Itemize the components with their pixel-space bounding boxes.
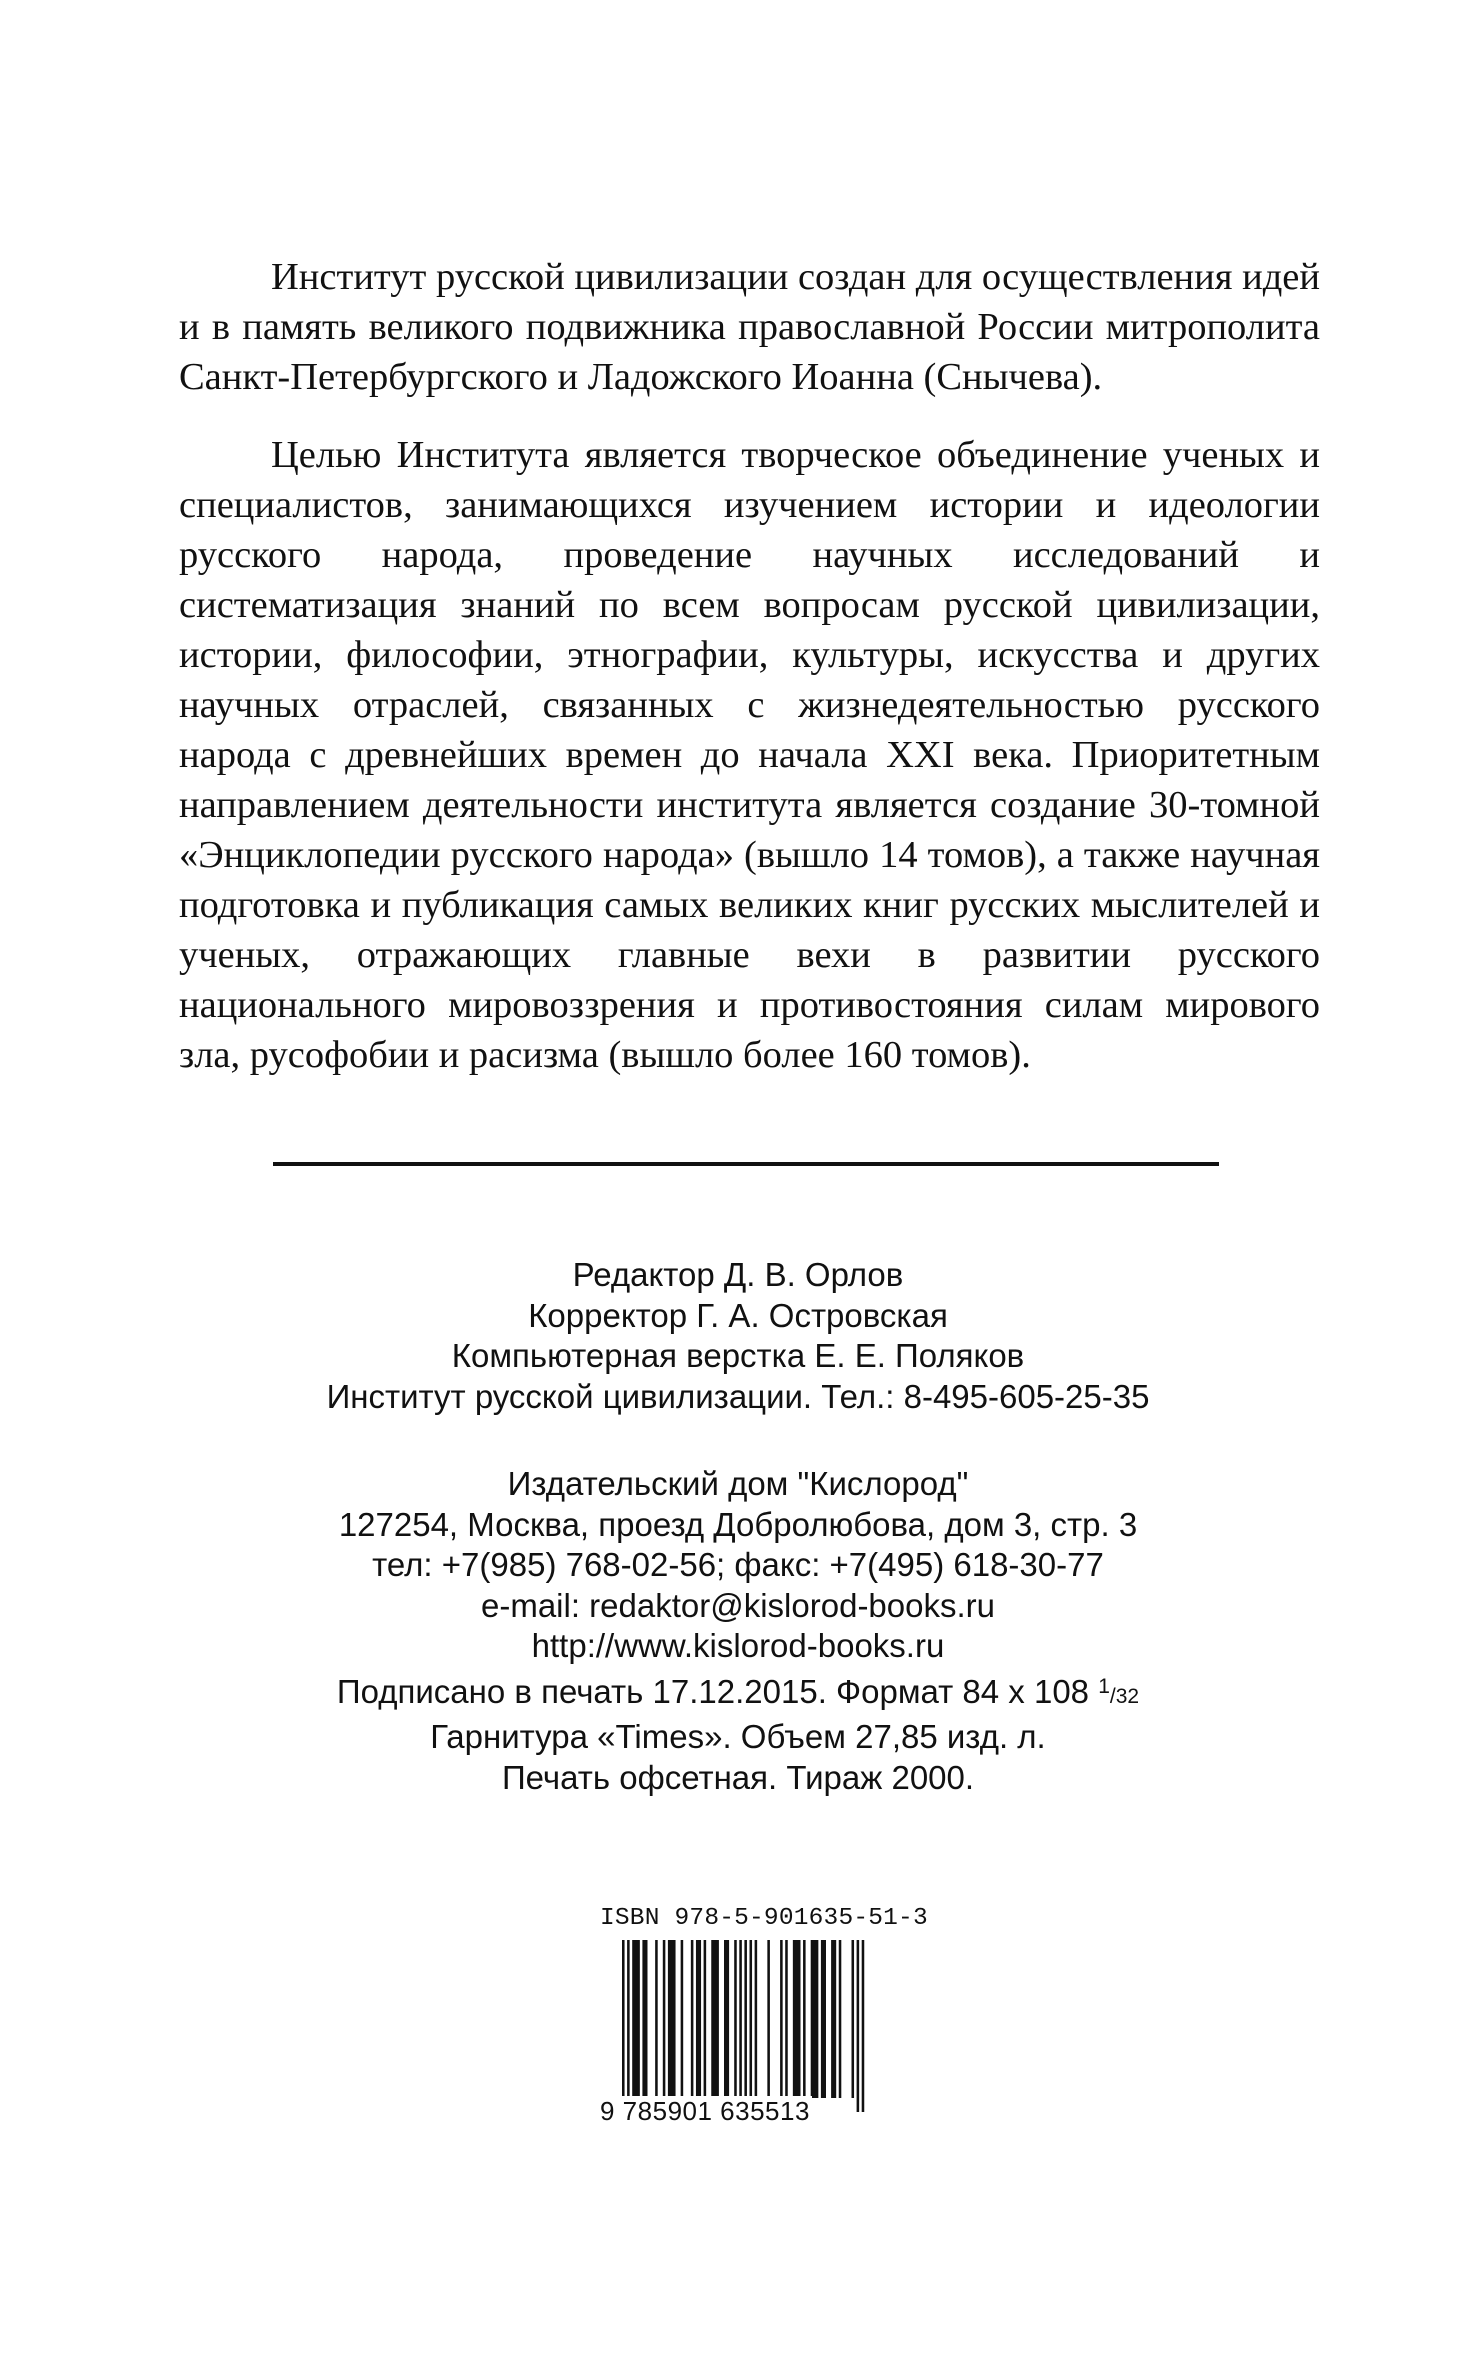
barcode-bar-20 <box>785 1940 788 2098</box>
publisher-name: Издательский дом "Кислород" <box>507 1465 969 1502</box>
publisher-email[interactable]: e-mail: redaktor@kislorod-books.ru <box>480 1586 995 1624</box>
barcode-bar-4 <box>655 1940 658 2098</box>
barcode-bar-27 <box>852 1940 855 2098</box>
barcode-bar-11 <box>711 1940 719 2098</box>
signed-for-print-line <box>0 1667 1476 1718</box>
layout-credit: Компьютерная верстка Е. Е. Поляков <box>451 1337 1025 1374</box>
divider-rule <box>273 1162 1219 1166</box>
barcode-bar-5 <box>663 1940 666 2098</box>
barcode-bar-1 <box>627 1940 630 2112</box>
barcode-bar-28 <box>857 1940 860 2112</box>
format-fraction-numerator: 1 <box>1098 1674 1110 1698</box>
barcode-bar-7 <box>681 1940 684 2098</box>
intro-paragraph: Институт русской цивилизации создан для осуществления идей и в память великого подвижника православной России митрополита Санкт-Петербургского и Ладожского Иоанна (Снычева). <box>179 256 1320 398</box>
barcode-bar-13 <box>734 1940 737 2098</box>
barcode-bar-17 <box>755 1940 758 2098</box>
barcode-bar-25 <box>831 1940 836 2098</box>
barcode-bar-22 <box>803 1940 806 2098</box>
publisher-block <box>0 1464 1476 1798</box>
barcode-bar-16 <box>750 1940 753 2098</box>
barcode-bar-8 <box>691 1940 694 2098</box>
publisher-website[interactable]: http://www.kislorod-books.ru <box>531 1627 945 1664</box>
mission-paragraph: Целью Института является творческое объединение ученых и специалистов, занимающихся изучением истории и идеологии русского народа, проведение научных исследований и систематизация знаний по всем вопросам русской цивилизации, истории, философии, этнографии, культуры, искусства и других научных отраслей, связанных с жизнедеятельностью русского народа с древнейших времен до начала XXI века. Приоритетным направлением деятельности института является создание 30-томной «Энциклопедии русского народа» (вышло 14 томов), а также научная подготовка и публикация самых великих книг русских мыслителей и ученых, отражающих главные вехи в развитии русского национального мировоззрения и противостояния силам мирового зла, русофобии и расизма (вышло более 160 томов). <box>179 434 1320 1076</box>
barcode-bar-29 <box>862 1940 865 2112</box>
publisher-phone-fax: тел: +7(985) 768-02-56; факс: +7(495) 618-30-77 <box>372 1546 1104 1583</box>
barcode-bar-23 <box>811 1940 819 2098</box>
barcode-bar-15 <box>744 1940 747 2112</box>
format-fraction-denominator: 32 <box>1115 1684 1140 1708</box>
format-fraction: 1/32 <box>1098 1674 1140 1708</box>
barcode-bar-14 <box>739 1940 742 2112</box>
barcode-bar-18 <box>767 1940 770 2098</box>
barcode-bar-24 <box>821 1940 826 2098</box>
barcode-bar-26 <box>839 1940 842 2098</box>
barcode-bar-12 <box>724 1940 729 2098</box>
barcode-digits: 9 785901 635513 <box>600 2096 810 2126</box>
barcode-bar-19 <box>780 1940 783 2098</box>
barcode-bar-3 <box>642 1940 647 2098</box>
barcode-bar-9 <box>696 1940 701 2098</box>
editor-credit: Редактор Д. В. Орлов <box>572 1256 904 1293</box>
barcode-bar-21 <box>793 1940 801 2098</box>
barcode-bar-0 <box>622 1940 625 2112</box>
print-run: Печать офсетная. Тираж 2000. <box>501 1758 975 1796</box>
isbn-barcode-block <box>600 1904 928 2164</box>
institute-phone: Институт русской цивилизации. Тел.: 8-495-605-25-35 <box>326 1377 1150 1415</box>
typeface-volume: Гарнитура «Times». Объем 27,85 изд. л. <box>430 1718 1046 1755</box>
barcode-bar-6 <box>668 1940 676 2098</box>
proofreader-credit: Корректор Г. А. Островская <box>528 1296 948 1334</box>
credits-block <box>0 1255 1476 1417</box>
isbn-label: ISBN 978-5-901635-51-3 <box>600 1905 928 1932</box>
barcode-bar-10 <box>704 1940 707 2098</box>
publisher-address: 127254, Москва, проезд Добролюбова, дом 3, стр. 3 <box>338 1505 1138 1543</box>
signed-for-print: Подписано в печать 17.12.2015. Формат 84 х 108 <box>336 1672 1090 1710</box>
barcode-bar-2 <box>632 1940 640 2098</box>
